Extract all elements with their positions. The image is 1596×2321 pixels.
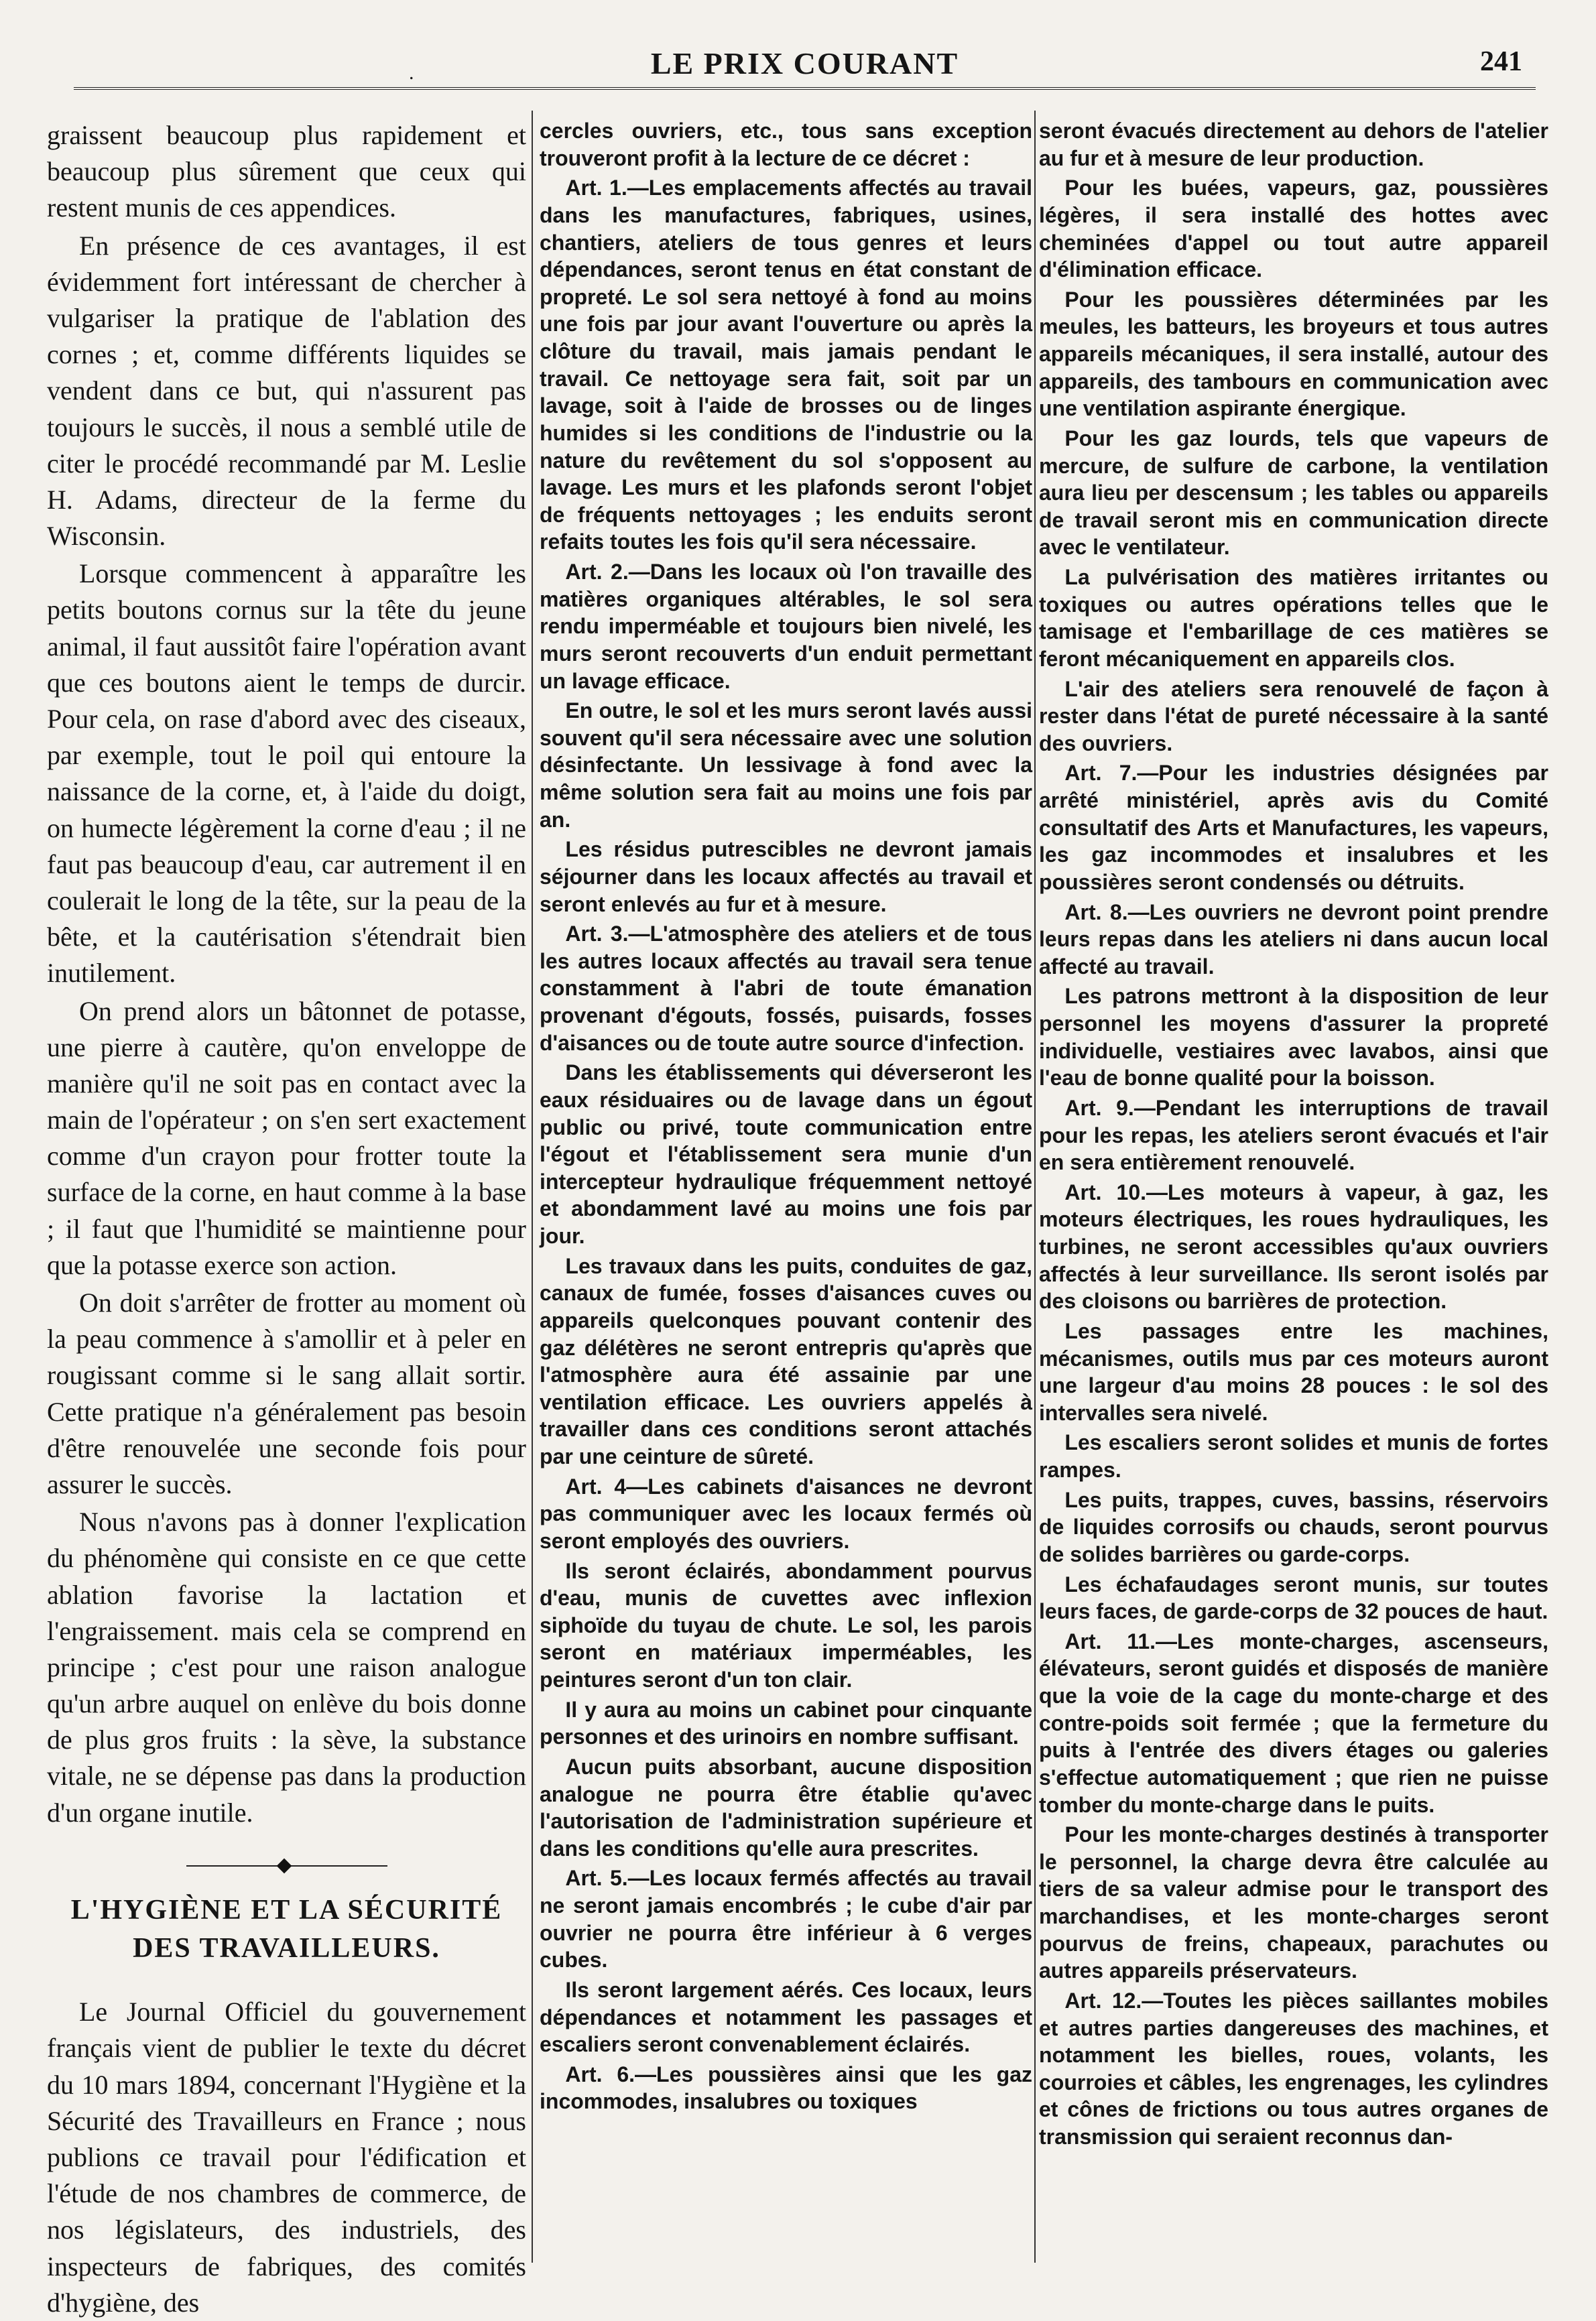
section-separator-ornament [186,1861,387,1871]
paragraph: La pulvérisation des matières irritantes ou toxiques ou autres opérations telles que le tamisage et l'embarillage de ces matières se feront mécaniquement en appareils clos. [1039,565,1548,671]
section-title-line-1: L'HYGIÈNE ET LA SÉCURITÉ [70,1894,503,1926]
paragraph: graissent beaucoup plus rapidement et beaucoup plus sûrement que ceux qui restent munis de ces appendices. [47,120,526,223]
article-4: Art. 4—Les cabinets d'aisances ne devront pas communiquer avec les locaux fermés où seront employés des ouvriers. [540,1474,1032,1553]
paragraph: Les patrons mettront à la disposition de leur personnel les moyens d'assurer la propreté individuelle, vestiaires avec lavabos, ainsi que l'eau de bonne qualité pour la boisson. [1039,984,1548,1090]
page-header [74,34,1536,90]
paragraph: seront évacués directement au dehors de l'atelier au fur et à mesure de leur production. [1039,119,1548,170]
paragraph: Pour les monte-charges destinés à transporter le personnel, la charge devra être calculée au tiers de sa valeur admise pour le transport des marchandises, et les monte-charges seront pourvus de freins, chapeaux, parachutes ou autres appareils préservateurs. [1039,1822,1548,1983]
paragraph: L'air des ateliers sera renouvelé de façon à rester dans l'état de pureté nécessaire à la santé des ouvriers. [1039,676,1548,755]
column-3 [1039,117,1548,2263]
paragraph: Les passages entre les machines, mécanismes, outils mus par ces moteurs auront une largeur d'au moins 28 pouces : le sol des intervalles sera nivelé. [1039,1318,1548,1425]
column-divider [532,111,533,2263]
page-number: 241 [1480,46,1522,77]
paragraph: Pour les buées, vapeurs, gaz, poussières légères, il sera installé des hottes avec cheminées d'appel ou tout autre appareil d'élimination efficace. [1039,176,1548,282]
paragraph: Pour les gaz lourds, tels que vapeurs de mercure, de sulfure de carbone, la ventilation aura lieu per descensum ; les tables ou appareils de travail seront mis en communication directe avec le ventilateur. [1039,426,1548,560]
paragraph: Les puits, trappes, cuves, bassins, réservoirs de liquides corrosifs ou chauds, seront pourvus de solides barrières ou garde-corps. [1039,1487,1548,1566]
article-10: Art. 10.—Les moteurs à vapeur, à gaz, les moteurs électriques, les roues hydrauliques, les turbines, ne seront accessibles qu'aux ouvriers affectés à leur surveillance. Ils seront isolés par des cloisons ou barrières de protection. [1039,1180,1548,1314]
article-7: Art. 7.—Pour les industries désignées par arrêté ministériel, après avis du Comité consultatif des Arts et Manufactures, les vapeurs, les gaz incommodes et insalubres et les poussières seront condensés ou détruits. [1039,761,1548,894]
publication-title: LE PRIX COURANT [650,46,959,80]
paragraph: Dans les établissements qui déverseront les eaux résiduaires ou de lavage dans un égout public ou privé, toute communication entre l'égout et l'établissement sera munie d'un intercepteur hydraulique fréquemment nettoyé et abondamment lavé au moins une fois par jour. [540,1060,1032,1248]
paragraph: En présence de ces avantages, il est évidemment fort intéressant de chercher à vulgariser la pratique de l'ablation des cornes ; et, comme différents liquides se vendent dans ce but, qui n'assurent pas toujours le succès, il nous a semblé utile de citer le procédé recommandé par M. Leslie H. Adams, directeur de la ferme du Wisconsin. [47,230,526,552]
article-9: Art. 9.—Pendant les interruptions de travail pour les repas, les ateliers seront évacués et l'air en sera entièrement renouvelé. [1039,1095,1548,1175]
paragraph: cercles ouvriers, etc., tous sans exception trouveront profit à la lecture de ce décret : [540,119,1032,170]
paragraph: En outre, le sol et les murs seront lavés aussi souvent qu'il sera nécessaire avec une solution désinfectante. Un lessivage à fond avec la même solution sera fait au moins une fois par an. [540,698,1032,832]
paragraph: On doit s'arrêter de frotter au moment où la peau commence à s'amollir et à peler en rougissant comme si le sang allait sortir. Cette pratique n'a généralement pas besoin d'être renouvelée une seconde fois pour assurer le succès. [47,1288,526,1499]
paragraph: On prend alors un bâtonnet de potasse, une pierre à cautère, qu'on enveloppe de manière qu'il ne soit pas en contact avec la main de l'opérateur ; on s'en sert exactement comme d'un crayon pour frotter toute la surface de la corne, en haut comme à la base ; il faut que l'humidité se maintienne pour que la potasse exerce son action. [47,995,526,1280]
article-1: Art. 1.—Les emplacements affectés au travail dans les manufactures, fabriques, usines, chantiers, ateliers de tous genres et leurs dépendances, seront tenus en état constant de propreté. Le sol sera nettoyé à fond au moins une fois par jour avant l'ouverture ou après la clôture du travail, mais jamais pendant le travail. Ce nettoyage sera fait, soit par un lavage, soit à l'aide de brosses ou de linges humides si les conditions de l'industrie ou la nature du revêtement du sol s'opposent au lavage. Les murs et les plafonds seront l'objet de fréquents nettoyages ; les enduits seront refaits toutes les fois qu'il sera nécessaire. [540,176,1032,554]
column-1 [47,117,526,2318]
paragraph: Les résidus putrescibles ne devront jamais séjourner dans les locaux affectés au travail et seront enlevés au fur et à mesure. [540,837,1032,916]
column-divider [1034,111,1036,2263]
paragraph: Aucun puits absorbant, aucune disposition analogue ne pourra être établie qu'avec l'autorisation de l'administration supérieure et dans les conditions qu'elle aura prescrites. [540,1754,1032,1861]
article-12: Art. 12.—Toutes les pièces saillantes mobiles et autres parties dangereuses des machines, et notamment les bielles, roues, volants, les courroies et câbles, les engrenages, les cylindres et cônes de frictions ou tous autres organes de transmission qui seraient reconnus dan- [1039,1988,1548,2149]
paragraph: Les travaux dans les puits, conduites de gaz, canaux de fumée, fosses d'aisances cuves ou appareils quelconques pouvant contenir des gaz délétères ne seront entrepris qu'après que l'atmosphère aura été assainie par une ventilation efficace. Les ouvriers appelés à travailler dans ces conditions seront attachés par une ceinture de sûreté. [540,1253,1032,1468]
paragraph: Lorsque commencent à apparaître les petits boutons cornus sur la tête du jeune animal, il faut aussitôt faire l'opération avant que ces boutons aient le temps de durcir. Pour cela, on rase d'abord avec des ciseaux, par exemple, tout le poil qui entoure la naissance de la corne, et, à l'aide du doigt, on humecte légèrement la corne d'eau ; il ne faut pas beaucoup d'eau, car autrement il en coulerait le long de la tête, sur la peau de la bête, et la cautérisation s'étendrait bien inutilement. [47,558,526,989]
column-2 [540,117,1032,2263]
article-2: Art. 2.—Dans les locaux où l'on travaille des matières organiques altérables, le sol sera rendu imperméable et toujours bien nivelé, les murs seront recouverts d'un enduit permettant un lavage efficace. [540,560,1032,693]
paragraph: Pour les poussières déterminées par les meules, les batteurs, les broyeurs et tous autres appareils mécaniques, il sera installé, autour des appareils, des tambours en communication avec une ventilation aspirante énergique. [1039,287,1548,421]
article-8: Art. 8.—Les ouvriers ne devront point prendre leurs repas dans les ateliers ni dans aucun local affecté au travail. [1039,899,1548,979]
article-6: Art. 6.—Les poussières ainsi que les gaz incommodes, insalubres ou toxiques [540,2062,1032,2114]
paragraph: Il y aura au moins un cabinet pour cinquante personnes et des urinoirs en nombre suffisant. [540,1697,1032,1749]
paragraph: Nous n'avons pas à donner l'explication du phénomène qui consiste en ce que cette ablation favorise la lactation et l'engraissement. mais cela se comprend en principe ; c'est pour une raison analogue qu'un arbre auquel on enlève du bois donne de plus gros fruits : la sève, la substance vitale, ne se dépense pas dans la production d'un organe inutile. [47,1507,526,1828]
article-5: Art. 5.—Les locaux fermés affectés au travail ne seront jamais encombrés ; le cube d'air par ouvrier ne pourra être inférieur à 6 verges cubes. [540,1866,1032,1972]
paragraph: Les échafaudages seront munis, sur toutes leurs faces, de garde-corps de 32 pouces de haut. [1039,1572,1548,1624]
section-title [47,1891,526,1967]
article-3: Art. 3.—L'atmosphère des ateliers et de tous les autres locaux affectés au travail sera tenue constamment à l'abri de toute émanation provenant d'égouts, fossés, puisards, fosses d'aisances ou de toute autre source d'infection. [540,922,1032,1055]
article-11: Art. 11.—Les monte-charges, ascenseurs, élévateurs, seront guidés et disposés de manière que la voie de la cage du monte-charge et des contre-poids soit fermée ; que la fermeture du puits à l'entrée des divers étages ou galeries s'effectue automatiquement ; que rien ne puisse tomber du monte-charge dans le puits. [1039,1629,1548,1817]
paragraph: Les escaliers seront solides et munis de fortes rampes. [1039,1430,1548,1482]
header-dot: . [409,62,414,84]
paragraph: Ils seront éclairés, abondamment pourvus d'eau, munis de cuvettes avec inflexion siphoïde du tuyau de chute. Le sol, les parois seront en matériaux imperméables, les peintures seront d'un ton clair. [540,1558,1032,1692]
article-intro: Le Journal Officiel du gouvernement français vient de publier le texte du décret du 10 mars 1894, concernant l'Hygiène et la Sécurité des Travailleurs en France ; nous publions ce travail pour l'édification et l'étude de nos chambres de commerce, de nos législateurs, des industriels, des inspecteurs de fabriques, des comités d'hygiène, des [47,1997,526,2318]
section-title-line-2: DES TRAVAILLEURS. [133,1932,440,1964]
paragraph: Ils seront largement aérés. Ces locaux, leurs dépendances et notamment les passages et escaliers seront convenablement éclairés. [540,1977,1032,2057]
